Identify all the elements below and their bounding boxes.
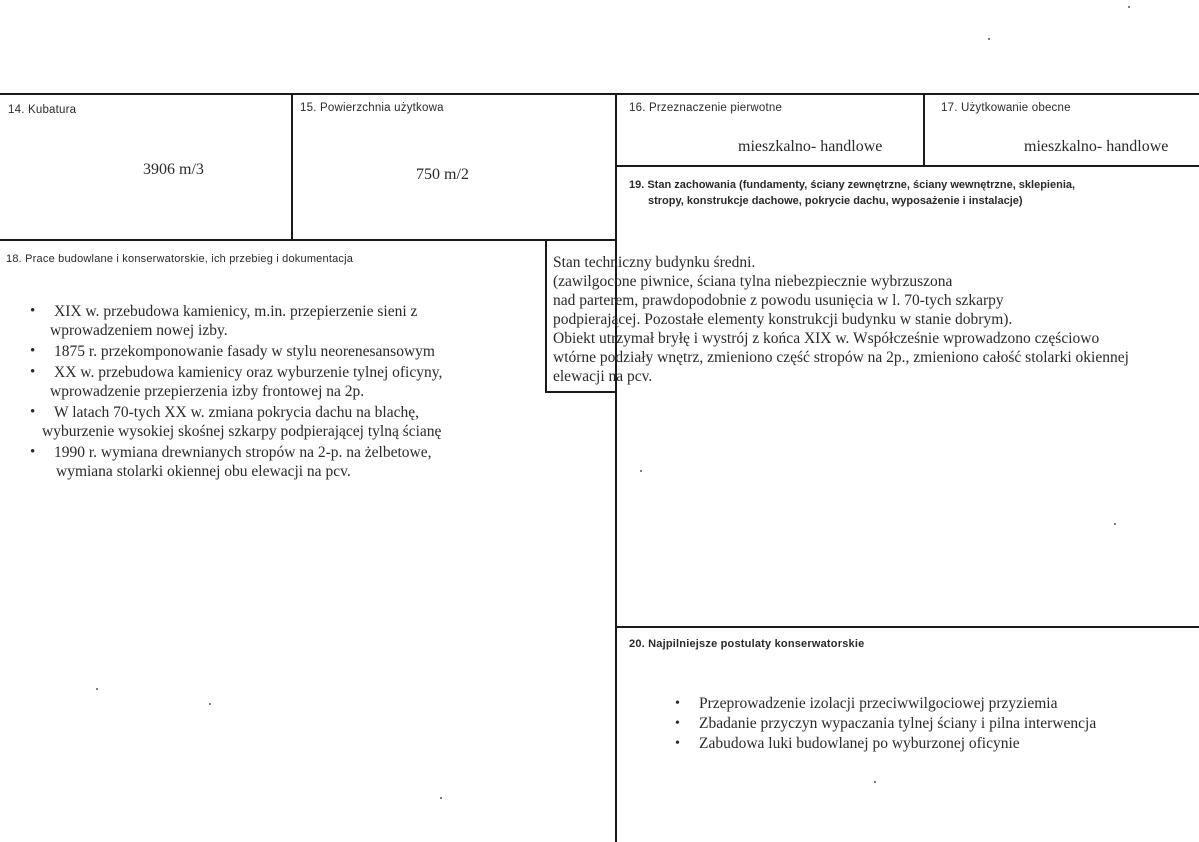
scan-speck xyxy=(988,38,990,40)
list-item: • Przeprowadzenie izolacji przeciwwilgociowej przyziemia xyxy=(675,694,1185,714)
header-row-bottom-rule xyxy=(617,165,1199,167)
list-item: • Zbadanie przyczyn wypaczania tylnej ściany i pilna interwencja xyxy=(675,714,1185,734)
scan-speck xyxy=(96,688,98,690)
section-18-top-rule xyxy=(0,239,617,241)
scan-speck xyxy=(1128,6,1130,8)
stan-text-line: Stan techniczny budynku średni. xyxy=(553,254,756,271)
field-uzytkowanie-value: mieszkalno- handlowe xyxy=(1024,138,1169,155)
stan-text-line: wtórne podziały wnętrz, zmieniono część stropów na 2p., zmieniono całość stolarki okiennej xyxy=(553,349,1129,366)
section-20-top-rule xyxy=(617,626,1199,628)
field-postulaty-label: 20. Najpilniejsze postulaty konserwatorskie xyxy=(629,638,865,650)
scan-speck xyxy=(640,470,642,472)
field-stan-label xyxy=(629,177,1189,209)
stan-text xyxy=(553,253,1193,386)
field-kubatura-value: 3906 m/3 xyxy=(143,161,204,178)
field-przeznaczenie-label: 16. Przeznaczenie pierwotne xyxy=(629,102,783,114)
scan-speck xyxy=(1114,523,1116,525)
list-item: • Zabudowa luki budowlanej po wyburzonej oficynie xyxy=(675,734,1185,754)
divider-18-19-foot xyxy=(545,391,617,393)
stan-text-line: nad parterem, prawdopodobnie z powodu usunięcia w l. 70-tych szkarpy xyxy=(553,292,1004,309)
field-stan-label-line2: stropy, konstrukcje dachowe, pokrycie dachu, wyposażenie i instalacje) xyxy=(648,195,1023,207)
list-item: • XX w. przebudowa kamienicy oraz wyburzenie tylnej oficyny, wprowadzenie przepierzenia izby frontowej na 2p. xyxy=(30,363,550,401)
field-uzytkowanie-label: 17. Użytkowanie obecne xyxy=(941,102,1071,114)
postulaty-list xyxy=(675,694,1185,754)
stan-text-line: (zawilgocone piwnice, ściana tylna niebezpiecznie wybrzuszona xyxy=(553,273,953,290)
stan-text-line: elewacji na pcv. xyxy=(553,368,653,385)
list-item: • XIX w. przebudowa kamienicy, m.in. przepierzenie sieni z wprowadzeniem nowej izby. xyxy=(30,302,550,340)
prace-list xyxy=(30,302,550,483)
field-powierzchnia-value: 750 m/2 xyxy=(416,166,469,183)
list-item: • 1875 r. przekomponowanie fasady w stylu neorenesansowym xyxy=(30,342,550,361)
field-prace-label: 18. Prace budowlane i konserwatorskie, ich przebieg i dokumentacja xyxy=(6,253,354,265)
scan-speck xyxy=(440,797,442,799)
divider-14-15 xyxy=(291,93,293,240)
scan-speck xyxy=(209,703,211,705)
field-kubatura-label: 14. Kubatura xyxy=(8,104,77,116)
field-powierzchnia-label: 15. Powierzchnia użytkowa xyxy=(300,102,444,114)
divider-16-17 xyxy=(923,93,925,166)
field-przeznaczenie-value: mieszkalno- handlowe xyxy=(738,138,883,155)
stan-text-line: podpierającej. Pozostałe elementy konstrukcji budynku w stanie dobrym). xyxy=(553,311,1013,328)
field-stan-label-line1: 19. Stan zachowania (fundamenty, ściany zewnętrzne, ściany wewnętrzne, sklepienia, xyxy=(629,179,1076,191)
list-item: • W latach 70-tych XX w. zmiana pokrycia dachu na blachę, wyburzenie wysokiej skośnej szkarpy podpierającej tylną ścianę xyxy=(30,403,550,441)
top-rule xyxy=(0,93,1199,95)
scan-speck xyxy=(874,781,876,783)
stan-text-line: Obiekt utrzymał bryłę i wystrój z końca XIX w. Współcześnie wprowadzono częściowo xyxy=(553,330,1100,347)
list-item: • 1990 r. wymiana drewnianych stropów na 2-p. na żelbetowe, wymiana stolarki okiennej obu elewacji na pcv. xyxy=(30,443,550,481)
divider-15-16 xyxy=(615,93,617,842)
